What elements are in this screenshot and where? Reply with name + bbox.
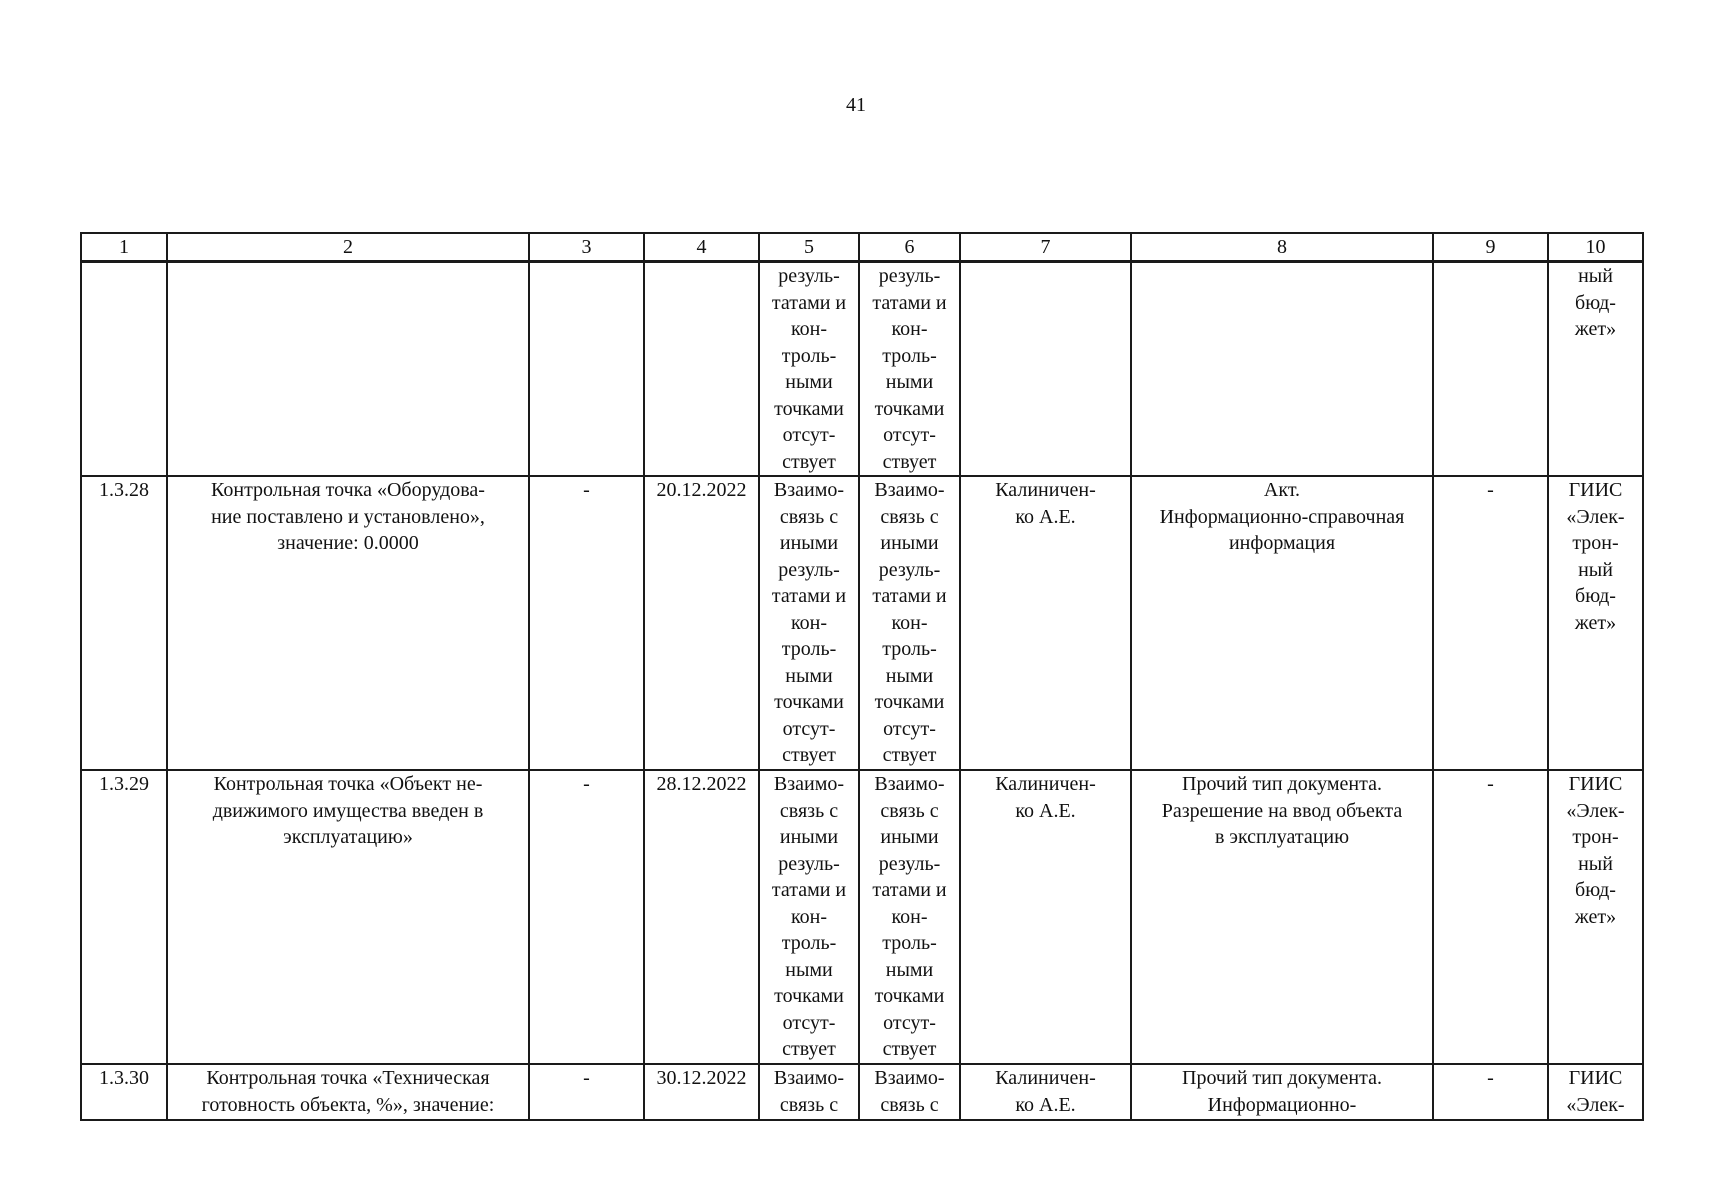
due-date: 28.12.2022 — [644, 770, 759, 1064]
header-cell: 6 — [859, 233, 960, 262]
row-number: 1.3.28 — [81, 476, 167, 770]
header-cell: 2 — [167, 233, 529, 262]
control-point-name: Контрольная точка «Оборудова- ние поставлено и установлено», значение: 0.0000 — [167, 476, 529, 770]
responsible-person: Калиничен- ко А.Е. — [960, 1064, 1131, 1120]
control-points-table — [80, 232, 1644, 1121]
table-cell: - — [1433, 770, 1548, 1064]
responsible-person: Калиничен- ко А.Е. — [960, 770, 1131, 1064]
relation-cell: резуль- татами и кон- троль- ными точками отсут- ствует — [859, 262, 960, 477]
relation-cell: Взаимо- связь с — [859, 1064, 960, 1120]
table-cell: - — [529, 770, 644, 1064]
document-type: Прочий тип документа. Разрешение на ввод объекта в эксплуатацию — [1131, 770, 1433, 1064]
table-cell — [167, 262, 529, 477]
table-row — [81, 476, 1643, 770]
due-date: 20.12.2022 — [644, 476, 759, 770]
table-row-continuation — [81, 262, 1643, 477]
header-cell: 7 — [960, 233, 1131, 262]
row-number: 1.3.30 — [81, 1064, 167, 1120]
relation-cell: Взаимо- связь с иными резуль- татами и кон- троль- ными точками отсут- ствует — [759, 476, 859, 770]
table-header-row — [81, 233, 1643, 262]
header-cell: 8 — [1131, 233, 1433, 262]
table-cell — [529, 262, 644, 477]
relation-cell: Взаимо- связь с иными резуль- татами и кон- троль- ными точками отсут- ствует — [859, 770, 960, 1064]
table-cell — [644, 262, 759, 477]
table-cell — [1433, 262, 1548, 477]
due-date: 30.12.2022 — [644, 1064, 759, 1120]
header-cell: 9 — [1433, 233, 1548, 262]
table-cell: - — [1433, 476, 1548, 770]
relation-cell: Взаимо- связь с иными резуль- татами и кон- троль- ными точками отсут- ствует — [759, 770, 859, 1064]
page-number: 41 — [846, 94, 866, 116]
header-cell: 3 — [529, 233, 644, 262]
table-cell: - — [529, 1064, 644, 1120]
system-cell: ный бюд- жет» — [1548, 262, 1643, 477]
row-number: 1.3.29 — [81, 770, 167, 1064]
table-cell: - — [1433, 1064, 1548, 1120]
document-type: Акт. Информационно-справочная информация — [1131, 476, 1433, 770]
table-cell — [81, 262, 167, 477]
document-type: Прочий тип документа. Информационно- — [1131, 1064, 1433, 1120]
table-row — [81, 770, 1643, 1064]
table-cell: - — [529, 476, 644, 770]
system-cell: ГИИС «Элек- трон- ный бюд- жет» — [1548, 476, 1643, 770]
relation-cell: Взаимо- связь с — [759, 1064, 859, 1120]
responsible-person: Калиничен- ко А.Е. — [960, 476, 1131, 770]
header-cell: 1 — [81, 233, 167, 262]
header-cell: 5 — [759, 233, 859, 262]
table-cell — [1131, 262, 1433, 477]
table-row — [81, 1064, 1643, 1120]
relation-cell: Взаимо- связь с иными резуль- татами и кон- троль- ными точками отсут- ствует — [859, 476, 960, 770]
system-cell: ГИИС «Элек- — [1548, 1064, 1643, 1120]
table-cell — [960, 262, 1131, 477]
control-point-name: Контрольная точка «Объект не- движимого имущества введен в эксплуатацию» — [167, 770, 529, 1064]
control-point-name: Контрольная точка «Техническая готовность объекта, %», значение: — [167, 1064, 529, 1120]
header-cell: 10 — [1548, 233, 1643, 262]
relation-cell: резуль- татами и кон- троль- ными точками отсут- ствует — [759, 262, 859, 477]
header-cell: 4 — [644, 233, 759, 262]
system-cell: ГИИС «Элек- трон- ный бюд- жет» — [1548, 770, 1643, 1064]
